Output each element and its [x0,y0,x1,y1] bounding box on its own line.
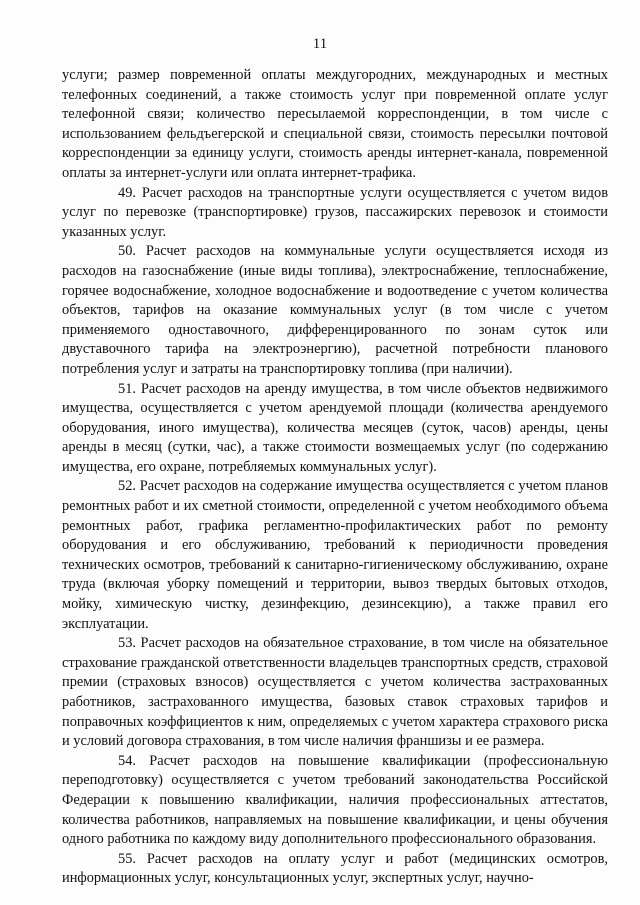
paragraph-49: 49. Расчет расходов на транспортные услуги осуществляется с учетом видов услуг по перевозке (транспортировке) грузов, пассажирских перевозок и стоимости указанных услуг. [62,184,608,240]
paragraph-53: 53. Расчет расходов на обязательное страхование, в том числе на обязательное страхование гражданской ответственности владельцев транспортных средств, страховой премии (страховых взносов) осуществляется с учетом количества застрахованных работников, застрахованного имущества, базовых ставок страховых тарифов и поправочных коэффициентов к ним, определяемых с учетом характера страхового риска и условий договора страхования, в том числе наличия франшизы и ее размера. [62,635,608,750]
paragraph-52: 52. Расчет расходов на содержание имущества осуществляется с учетом планов ремонтных работ и их сметной стоимости, определенной с учетом необходимого объема ремонтных работ, графика регламентно-профилактических работ по ремонту оборудования и его обслуживанию, требований к периодичности проведения технических осмотров, требований к санитарно-гигиеническому обслуживанию, охране труда (включая уборку помещений и территории, вывоз твердых бытовых отходов, мойку, химическую чистку, дезинфекцию, дезинсекцию), а также правил его эксплуатации. [62,478,608,632]
paragraph-51: 51. Расчет расходов на аренду имущества, в том числе объектов недвижимого имущества, осуществляется с учетом арендуемой площади (количества арендуемого оборудования, иного имущества), количества месяцев (суток, часов) аренды, цены аренды в месяц (сутки, час), а также стоимости возмещаемых услуг (по содержанию имущества, его охране, потребляемых коммунальных услуг). [62,380,608,475]
document-body [62,66,608,889]
paragraph-50: 50. Расчет расходов на коммунальные услуги осуществляется исходя из расходов на газоснабжение (иные виды топлива), электроснабжение, теплоснабжение, горячее водоснабжение, холодное водоснабжение и водоотведение с учетом количества объектов, тарифов на оказание коммунальных услуг (в том числе с учетом применяемого одноставочного, дифференцированного по зонам суток или двуставочного тарифа на электроэнергию), расчетной потребности планового потребления услуг и затраты на транспортировку топлива (при наличии). [62,243,608,377]
paragraph-54: 54. Расчет расходов на повышение квалификации (профессиональную переподготовку) осуществляется с учетом требований законодательства Российской Федерации к повышению квалификации, наличия профессиональных аттестатов, количества работников, направляемых на повышение квалификации, и цены обучения одного работника по каждому виду дополнительного профессионального образования. [62,752,608,848]
page-number: 11 [312,36,328,52]
paragraph-55: 55. Расчет расходов на оплату услуг и работ (медицинских осмотров, информационных услуг, консультационных услуг, экспертных услуг, научно- [62,850,608,887]
paragraph-continuation: услуги; размер повременной оплаты междугородних, международных и местных телефонных соединений, а также стоимость услуг при повременной оплате услуг телефонной связи; количество пересылаемой корреспонденции, в том числе с использованием фельдъегерской и специальной связи, стоимость пересылки почтовой корреспонденции за единицу услуги, стоимость аренды интернет-канала, повременной оплаты за интернет-услуги или оплата интернет-трафика. [62,67,608,181]
